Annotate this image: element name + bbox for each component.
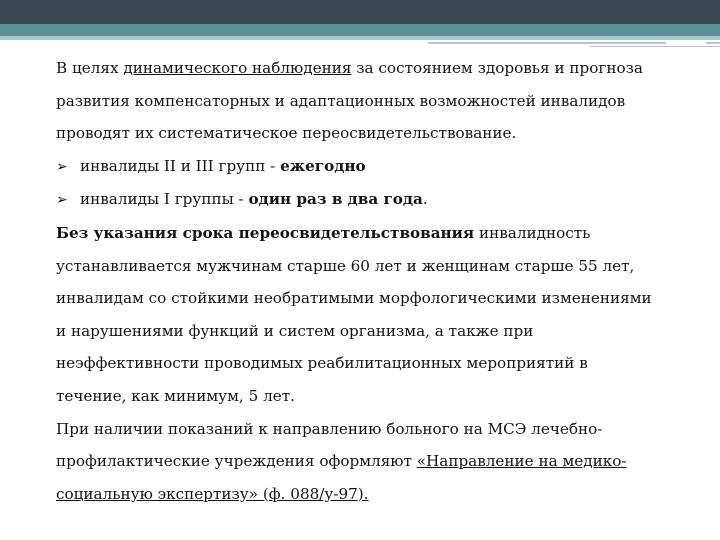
bullet-item bbox=[56, 183, 696, 217]
bullet-text: инвалиды II и III групп - bbox=[80, 156, 281, 175]
decorative-line bbox=[706, 42, 720, 44]
text-line: При наличии показаний к направлению больного на МСЭ лечебно- bbox=[56, 419, 603, 438]
text-run: В целях bbox=[56, 59, 124, 77]
bold-heading-run: Без указания срока переосвидетельствования bbox=[56, 223, 475, 242]
form-reference-link: социальную экспертизу» (ф. 088/у-97). bbox=[56, 484, 369, 503]
text-line bbox=[56, 52, 696, 85]
text-run: за состоянием здоровья и прогноза bbox=[351, 59, 643, 77]
text-line: проводят их систематическое переосвидетельствование. bbox=[56, 124, 517, 143]
bullet-emphasis: один раз в два года bbox=[248, 190, 423, 209]
text-line: и нарушениями функций и систем организма, а также при bbox=[56, 321, 534, 340]
bullet-emphasis: ежегодно bbox=[280, 156, 366, 175]
text-line bbox=[56, 478, 696, 511]
text-line: течение, как минимум, 5 лет. bbox=[56, 386, 295, 405]
text-line bbox=[56, 445, 696, 478]
decorative-line bbox=[428, 42, 666, 44]
text-line: развития компенсаторных и адаптационных возможностей инвалидов bbox=[56, 91, 626, 110]
text-line: неэффективности проводимых реабилитационных мероприятий в bbox=[56, 354, 588, 373]
header-band-teal bbox=[0, 24, 720, 36]
underlined-term: динамического наблюдения bbox=[123, 59, 352, 77]
bullet-tail: . bbox=[422, 190, 428, 209]
text-line: инвалидам со стойкими необратимыми морфологическими изменениями bbox=[56, 289, 652, 308]
header-band-dark bbox=[0, 0, 720, 24]
slide-body bbox=[56, 52, 696, 510]
bullet-item bbox=[56, 150, 696, 184]
text-run: инвалидность bbox=[474, 223, 591, 242]
text-run: профилактические учреждения оформляют bbox=[56, 452, 417, 471]
arrow-bullet-icon: ➢ bbox=[56, 158, 68, 175]
arrow-bullet-icon: ➢ bbox=[56, 192, 68, 209]
header-band-light bbox=[0, 36, 720, 40]
text-line: устанавливается мужчинам старше 60 лет и женщинам старше 55 лет, bbox=[56, 256, 635, 275]
decorative-line bbox=[590, 46, 720, 47]
bullet-text: инвалиды I группы - bbox=[80, 190, 249, 209]
form-reference-link: «Направление на медико- bbox=[416, 452, 627, 471]
text-line bbox=[56, 217, 696, 250]
